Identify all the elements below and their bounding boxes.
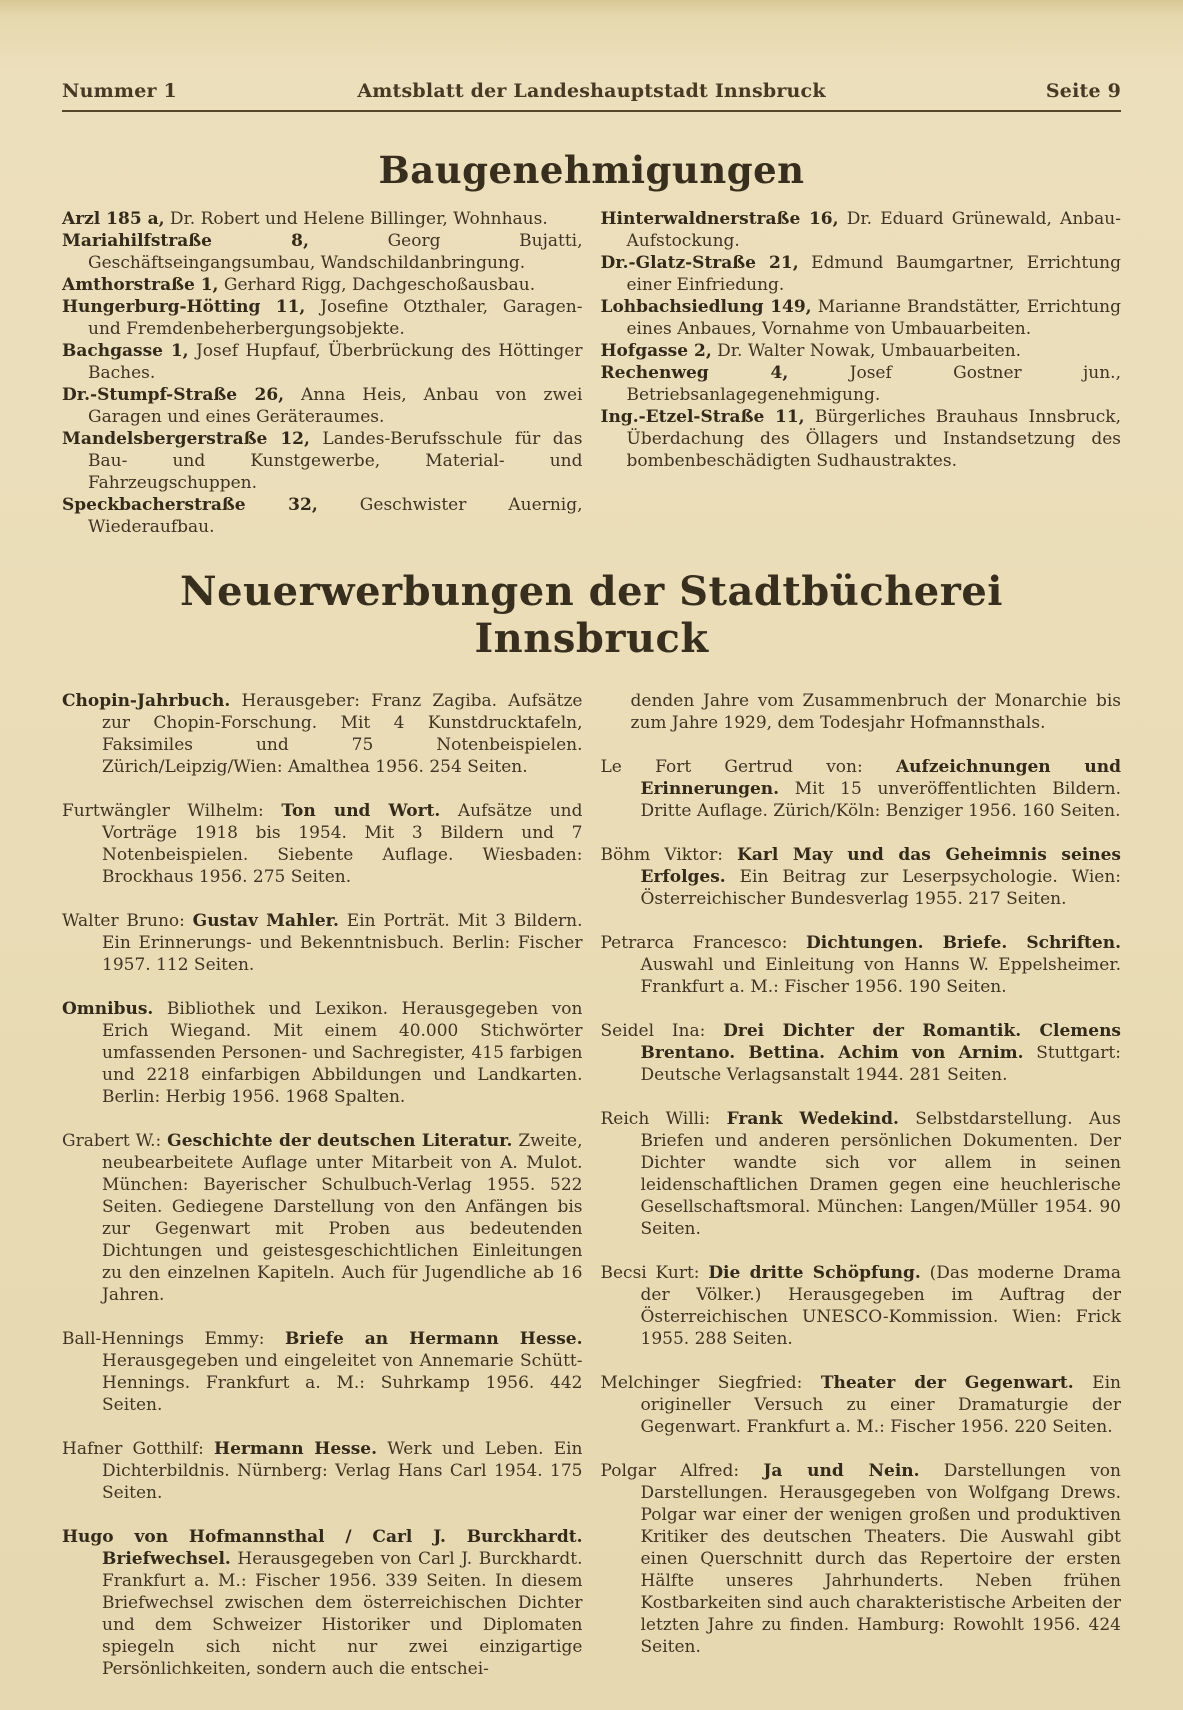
permit-entry: [62, 340, 583, 384]
entry-text: Böhm Viktor:: [600, 845, 738, 865]
permit-entry: [62, 208, 583, 230]
book-entry: [601, 1460, 1122, 1658]
entry-text: Edmund Baumgartner, Errichtung einer Einfriedung.: [626, 253, 1121, 295]
entry-text: Gerhard Rigg, Dachgeschoßausbau.: [218, 275, 536, 295]
section-title-building-permits: Baugenehmigungen: [378, 148, 805, 192]
permits-right-column: [601, 208, 1122, 538]
permit-entry: [62, 296, 583, 340]
entry-lead-text: Speckbacherstraße 32,: [62, 495, 318, 515]
entry-lead-text: Aufzeichnungen und Erinnerungen.: [640, 757, 1121, 799]
entry-text: Petrarca Francesco:: [600, 933, 807, 953]
journal-title: Amtsblatt der Landeshauptstadt Innsbruck: [357, 80, 826, 102]
entry-text: Reich Willi:: [600, 1109, 727, 1129]
book-entry: [601, 1020, 1122, 1086]
entry-lead-text: Mandelsbergerstraße 12,: [62, 429, 310, 449]
entry-lead-text: Gustav Mahler.: [192, 911, 339, 931]
entry-text: Dr. Eduard Grünewald, Anbau-Aufstockung.: [626, 209, 1121, 251]
entry-text: Grabert W.:: [62, 1131, 168, 1151]
entry-lead-text: Amthorstraße 1,: [62, 275, 219, 295]
entry-lead-text: Hugo von Hofmannsthal / Carl J. Burckhardt. Briefwechsel.: [62, 1527, 583, 1569]
permit-entry: [62, 274, 583, 296]
permits-columns: [62, 208, 1121, 538]
book-entry: [62, 1130, 583, 1306]
permit-entry: [62, 384, 583, 428]
entry-text: Geschwister Auernig, Wiederaufbau.: [88, 495, 583, 537]
entry-lead-text: Hinterwaldnerstraße 16,: [600, 209, 839, 229]
entry-text: Ein Beitrag zur Leserpsychologie. Wien: Österreichischer Bundesverlag 1955. 217 Seiten.: [640, 867, 1121, 909]
permit-entry: [601, 208, 1122, 252]
book-entry: [62, 998, 583, 1108]
entry-lead-text: Dr.-Glatz-Straße 21,: [600, 253, 799, 273]
entry-text: Dr. Walter Nowak, Umbauarbeiten.: [711, 341, 1022, 361]
entry-lead-text: Bachgasse 1,: [62, 341, 189, 361]
entry-text: Hafner Gotthilf:: [62, 1439, 215, 1459]
entry-text: Georg Bujatti, Geschäftseingangsumbau, Wandschildanbringung.: [88, 231, 583, 273]
permit-entry: [601, 296, 1122, 340]
book-entry: [601, 844, 1122, 910]
entry-text: Ein Porträt. Mit 3 Bildern. Ein Erinnerungs- und Bekenntnisbuch. Berlin: Fischer 1957. 112 Seiten.: [102, 911, 583, 975]
entry-text: Herausgegeben von Carl J. Burckhardt. Frankfurt a. M.: Fischer 1956. 339 Seiten. In diesem Briefwechsel zwischen dem österreichischen Dichter und dem Schweizer Historiker und Diplomaten spiegeln sich nicht nur zwei einzigartige Persönlichkeiten, sondern auch die entschei-: [102, 1549, 583, 1679]
book-entry: [601, 1108, 1122, 1240]
book-entry: [601, 932, 1122, 998]
entry-lead-text: Die dritte Schöpfung.: [708, 1263, 921, 1283]
entry-text: Stuttgart: Deutsche Verlagsanstalt 1944. 281 Seiten.: [640, 1043, 1121, 1085]
book-entry: [601, 756, 1122, 822]
masthead-rule: [62, 110, 1121, 112]
book-entry: [62, 1438, 583, 1504]
book-entry: [62, 800, 583, 888]
book-entry: [62, 1328, 583, 1416]
entry-lead-text: Mariahilfstraße 8,: [62, 231, 309, 251]
entry-lead-text: Chopin-Jahrbuch.: [62, 691, 231, 711]
entry-text: Ein origineller Versuch zu einer Dramaturgie der Gegenwart. Frankfurt a. M.: Fischer 1956. 220 Seiten.: [640, 1373, 1121, 1437]
entry-text: Becsi Kurt:: [600, 1263, 709, 1283]
book-entry: [62, 910, 583, 976]
entry-text: Polgar Alfred:: [600, 1461, 764, 1481]
book-entry: [62, 1526, 583, 1680]
library-right-column: [601, 690, 1122, 1702]
entry-text: Walter Bruno:: [62, 911, 193, 931]
permits-left-column: [62, 208, 583, 538]
entry-lead-text: Drei Dichter der Romantik. Clemens Brentano. Bettina. Achim von Arnim.: [640, 1021, 1122, 1063]
entry-text: Zweite, neubearbeitete Auflage unter Mitarbeit von A. Mulot. München: Bayerischer Schulbuch-Verlag 1955. 522 Seiten. Gediegene Darstellung von den Anfängen bis zur Gegenwart mit Proben aus bedeutenden Dichtungen und geistesgeschichtlichen Einleitungen zu den einzelnen Kapiteln. Auch für Jugendliche ab 16 Jahren.: [102, 1131, 583, 1305]
masthead: [62, 80, 1121, 102]
entry-lead-text: Ja und Nein.: [763, 1461, 920, 1481]
entry-lead-text: Omnibus.: [62, 999, 154, 1019]
library-columns: [62, 690, 1121, 1702]
entry-text: Bürgerliches Brauhaus Innsbruck, Überdachung des Öllagers und Instandsetzung des bombenbeschädigten Sudhaustraktes.: [626, 407, 1121, 471]
entry-text: Auswahl und Einleitung von Hanns W. Eppelsheimer. Frankfurt a. M.: Fischer 1956. 190 Seiten.: [640, 955, 1121, 997]
entry-text: denden Jahre vom Zusammenbruch der Monarchie bis zum Jahre 1929, dem Todesjahr Hofmannsthals.: [630, 691, 1121, 733]
entry-lead-text: Rechenweg 4,: [600, 363, 789, 383]
entry-text: Anna Heis, Anbau von zwei Garagen und eines Geräteraumes.: [88, 385, 583, 427]
entry-lead-text: Geschichte der deutschen Literatur.: [167, 1131, 513, 1151]
entry-text: Bibliothek und Lexikon. Herausgegeben von Erich Wiegand. Mit einem 40.000 Stichwörter umfassenden Personen- und Sachregister, 415 farbigen und 2218 einfarbigen Abbildungen und Landkarten. Berlin: Herbig 1956. 1968 Spalten.: [102, 999, 583, 1107]
entry-text: Aufsätze und Vorträge 1918 bis 1954. Mit 3 Bildern und 7 Notenbeispielen. Siebente Auflage. Wiesbaden: Brockhaus 1956. 275 Seiten.: [102, 801, 583, 887]
entry-lead-text: Hofgasse 2,: [600, 341, 712, 361]
permit-entry: [62, 230, 583, 274]
permit-entry: [601, 362, 1122, 406]
entry-text: Seidel Ina:: [600, 1021, 724, 1041]
entry-text: Selbstdarstellung. Aus Briefen und anderen persönlichen Dokumenten. Der Dichter wandte sich vor allem in seinen leidenschaftlichen Dramen gegen eine heuchlerische Gesellschaftsmoral. München: Langen/Müller 1954. 90 Seiten.: [640, 1109, 1121, 1239]
library-left-column: [62, 690, 583, 1702]
entry-lead-text: Dr.-Stumpf-Straße 26,: [62, 385, 285, 405]
entry-text: Herausgegeben und eingeleitet von Annemarie Schütt-Hennings. Frankfurt a. M.: Suhrkamp 1956. 442 Seiten.: [102, 1351, 583, 1415]
permit-entry: [601, 340, 1122, 362]
entry-text: Darstellungen von Darstellungen. Herausgegeben von Wolfgang Drews. Polgar war einer der wenigen großen und produktiven Kritiker des deutschen Theaters. Die Auswahl gibt einen Querschnitt durch das Repertoire der ersten Hälfte unseres Jahrhunderts. Neben frühen Kostbarkeiten sind auch charakteristische Arbeiten der letzten Jahre zu finden. Hamburg: Rowohlt 1956. 424 Seiten.: [640, 1461, 1121, 1657]
permit-entry: [601, 406, 1122, 472]
entry-lead-text: Lohbachsiedlung 149,: [600, 297, 812, 317]
entry-text: Josef Gostner jun., Betriebsanlagegenehmigung.: [626, 363, 1121, 405]
entry-text: Werk und Leben. Ein Dichterbildnis. Nürnberg: Verlag Hans Carl 1954. 175 Seiten.: [102, 1439, 583, 1503]
entry-lead-text: Arzl 185 a,: [62, 209, 165, 229]
entry-lead-text: Theater der Gegenwart.: [820, 1373, 1074, 1393]
entry-lead-text: Hungerburg-Hötting 11,: [62, 297, 306, 317]
entry-lead-text: Ing.-Etzel-Straße 11,: [600, 407, 805, 427]
entry-lead-text: Ton und Wort.: [281, 801, 441, 821]
entry-lead-text: Hermann Hesse.: [214, 1439, 378, 1459]
entry-lead-text: Briefe an Hermann Hesse.: [285, 1329, 583, 1349]
entry-text: Le Fort Gertrud von:: [600, 757, 896, 777]
entry-text: Ball-Hennings Emmy:: [62, 1329, 286, 1349]
entry-text: Dr. Robert und Helene Billinger, Wohnhaus.: [164, 209, 548, 229]
permit-entry: [62, 494, 583, 538]
entry-text: (Das moderne Drama der Völker.) Herausgegeben im Auftrag der Österreichischen UNESCO-Kommission. Wien: Frick 1955. 288 Seiten.: [640, 1263, 1121, 1349]
permit-entry: [601, 252, 1122, 296]
entry-text: Herausgeber: Franz Zagiba. Aufsätze zur Chopin-Forschung. Mit 4 Kunstdrucktafeln, Faksimiles und 75 Notenbeispielen. Zürich/Leipzig/Wien: Amalthea 1956. 254 Seiten.: [102, 691, 583, 777]
entry-text: Melchinger Siegfried:: [600, 1373, 821, 1393]
entry-text: Furtwängler Wilhelm:: [62, 801, 282, 821]
book-entry: [601, 690, 1122, 734]
section-title-library-acquisitions: Neuerwerbungen der Stadtbücherei Innsbruck: [180, 568, 1003, 662]
issue-number: Nummer 1: [62, 80, 177, 102]
entry-text: Landes-Berufsschule für das Bau- und Kunstgewerbe, Material- und Fahrzeugschuppen.: [88, 429, 583, 493]
entry-text: Marianne Brandstätter, Errichtung eines Anbaues, Vornahme von Umbauarbeiten.: [626, 297, 1121, 339]
page-number: Seite 9: [1045, 80, 1122, 102]
book-entry: [601, 1262, 1122, 1350]
entry-text: Josefine Otzthaler, Garagen- und Fremdenbeherbergungsobjekte.: [88, 297, 583, 339]
entry-lead-text: Frank Wedekind.: [726, 1109, 899, 1129]
entry-lead-text: Karl May und das Geheimnis seines Erfolges.: [640, 845, 1121, 887]
permit-entry: [62, 428, 583, 494]
entry-text: Mit 15 unveröffentlichten Bildern. Dritte Auflage. Zürich/Köln: Benziger 1956. 160 Seiten.: [640, 779, 1121, 821]
entry-text: Josef Hupfauf, Überbrückung des Höttinger Baches.: [88, 341, 583, 383]
book-entry: [601, 1372, 1122, 1438]
entry-lead-text: Dichtungen. Briefe. Schriften.: [806, 933, 1121, 953]
book-entry: [62, 690, 583, 778]
